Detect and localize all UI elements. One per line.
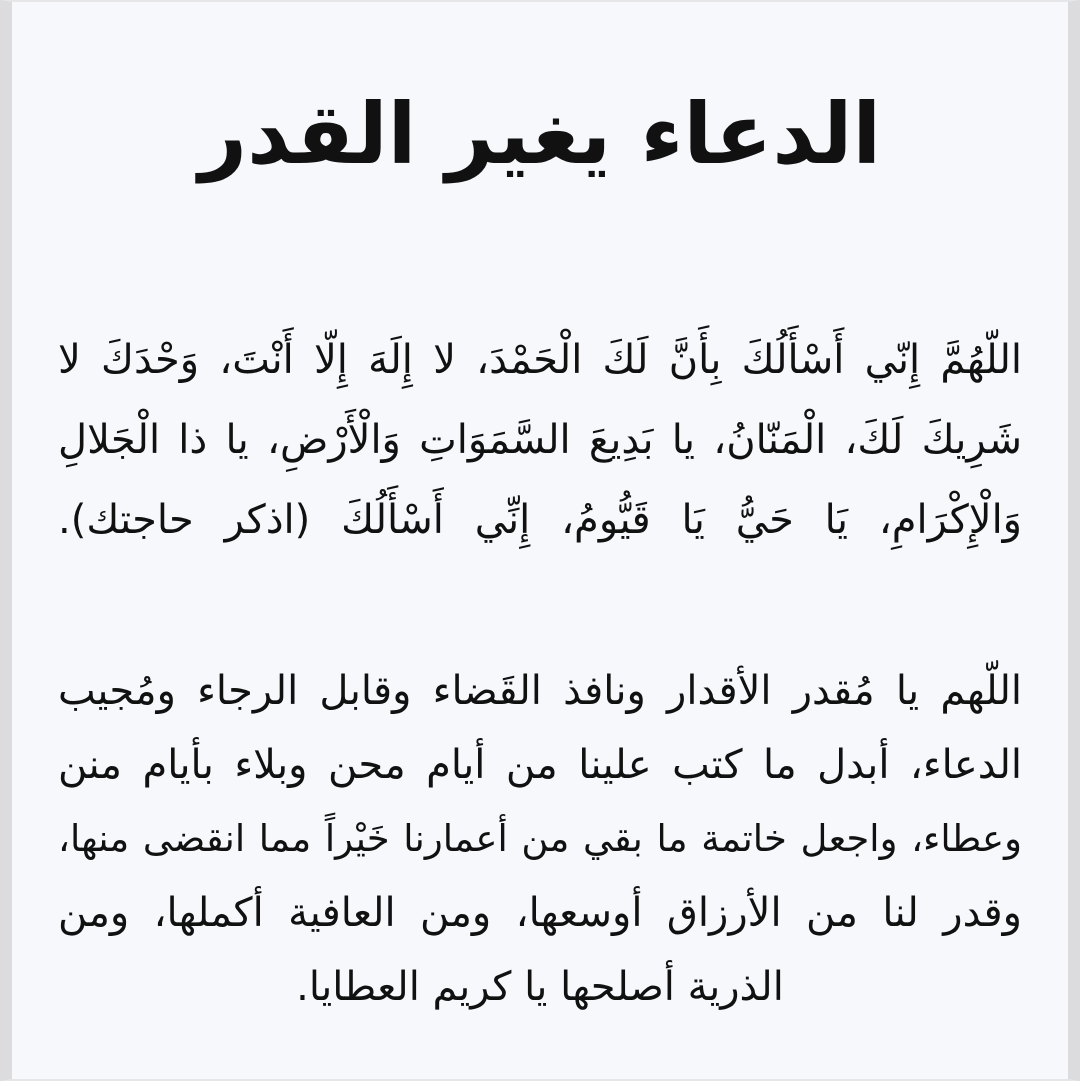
paragraph-dua-1 [58, 320, 1022, 560]
text-line: الدعاء، أبدل ما كتب علينا من أيام محن وبلاء بأيام منن [58, 742, 1022, 788]
text-line: شَرِيكَ لَكَ، الْمَنّانُ، يا بَدِيعَ السَّمَوَاتِ وَالْأَرْضِ، يا ذا الْجَلالِ [58, 417, 1022, 463]
page-title: الدعاء يغير القدر [198, 85, 882, 183]
text-line: الذرية أصلحها يا كريم العطايا. [296, 964, 784, 1010]
text-line: وعطاء، واجعل خاتمة ما بقي من أعمارنا خَيْراً مما انقضى منها، [58, 817, 1022, 860]
text-line: اللّهم يا مُقدر الأقدار ونافذ القَضاء وقابل الرجاء ومُجيب [58, 668, 1022, 714]
text-line: وقدر لنا من الأرزاق أوسعها، ومن العافية أكملها، ومن [58, 890, 1022, 936]
text-line: اللّهُمَّ إِنّي أَسْأَلُكَ بِأَنَّ لَكَ الْحَمْدَ، لا إِلَهَ إِلّا أَنْتَ، وَحْدَكَ لا [58, 337, 1022, 383]
paragraph-dua-2 [58, 654, 1022, 1024]
text-line: وَالْإِكْرَامِ، يَا حَيُّ يَا قَيُّومُ، إِنِّي أَسْأَلُكَ (اذكر حاجتك). [58, 497, 1022, 543]
